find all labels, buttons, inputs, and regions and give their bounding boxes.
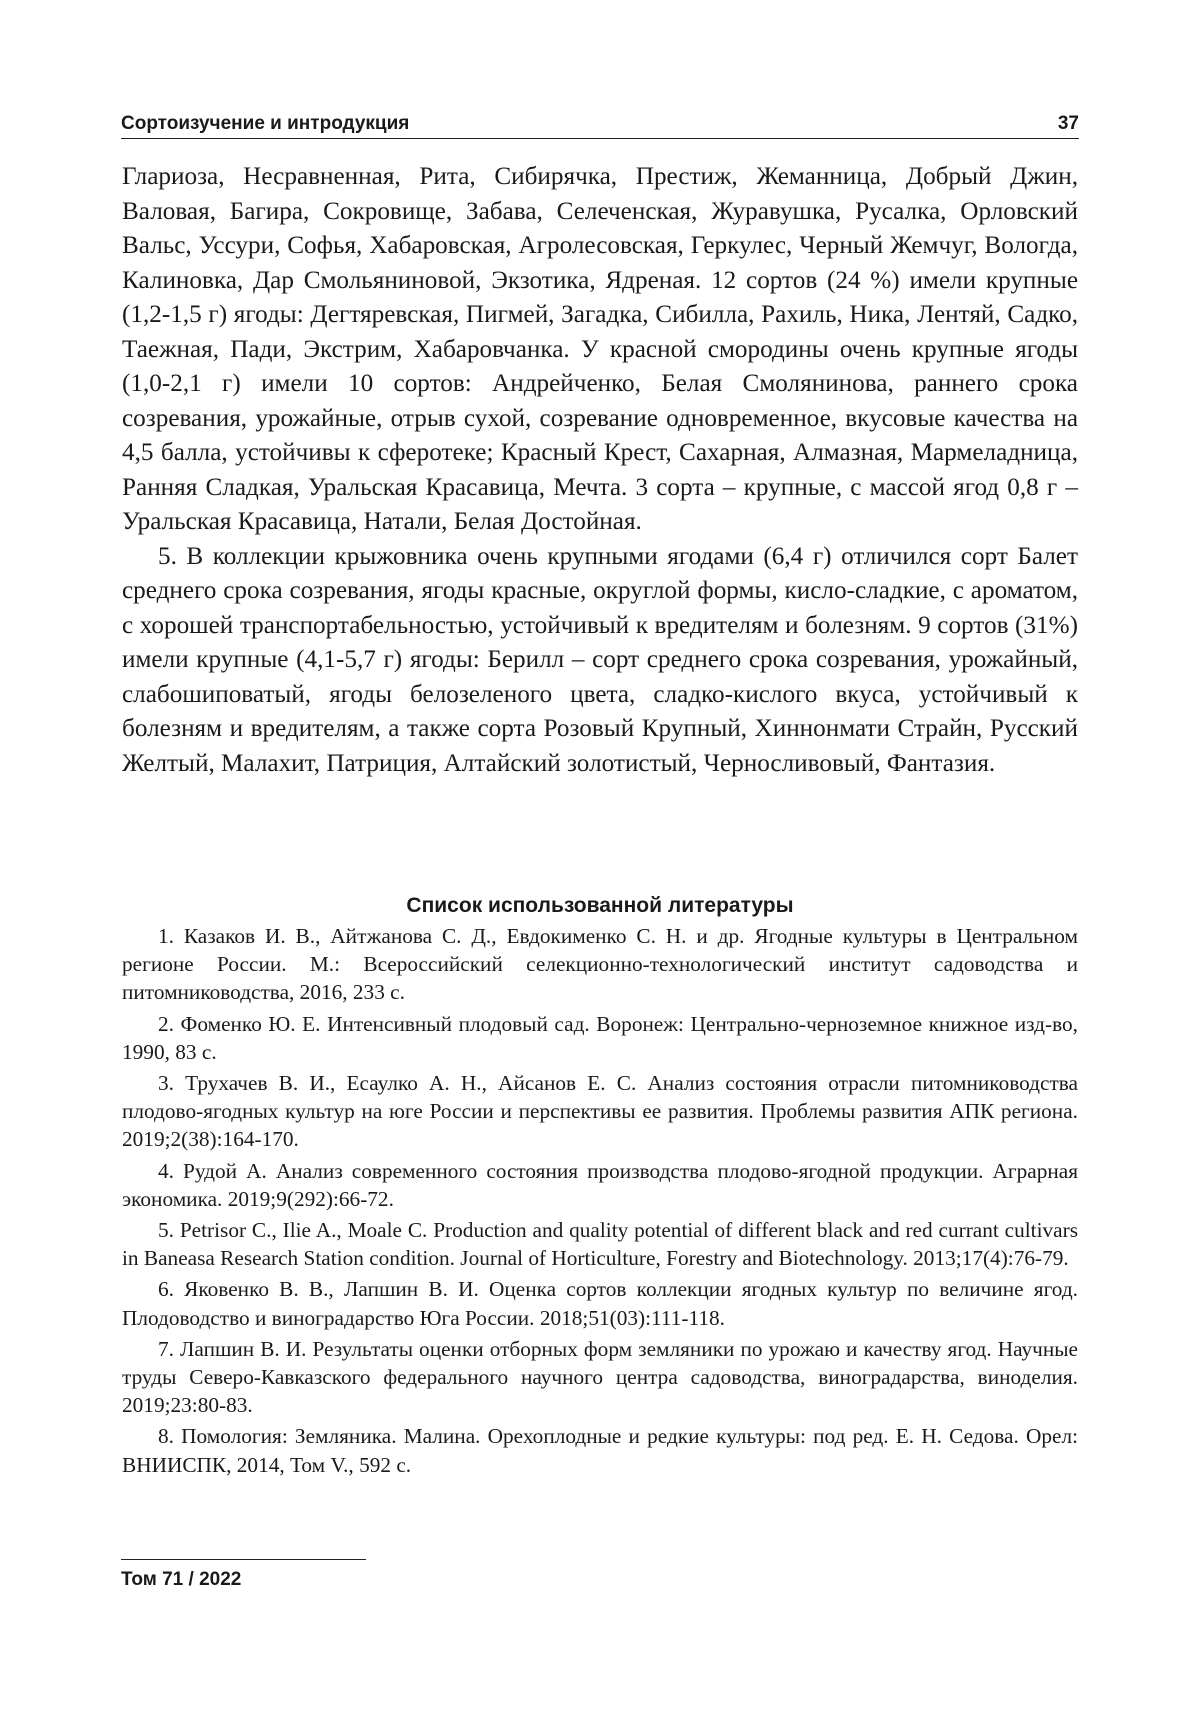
- reference-item: 7. Лапшин В. И. Результаты оценки отборных форм земляники по урожаю и качеству ягод. Научные труды Северо-Кавказского федерального научного центра садоводства, виноградарства, виноделия. 2019;23:80-83.: [122, 1336, 1078, 1418]
- volume-footer: Том 71 / 2022: [121, 1569, 242, 1590]
- paragraph-continuation: Глариоза, Несравненная, Рита, Сибирячка, Престиж, Жеманница, Добрый Джин, Валовая, Багира, Сокровище, Забава, Селеченская, Журавушка, Русалка, Орловский Вальс, Уссури, Софья, Хабаровская, Агролесовская, Геркулес, Черный Жемчуг, Вологда, Калиновка, Дар Смольяниновой, Экзотика, Ядреная. 12 сортов (24 %) имели крупные (1,2-1,5 г) ягоды: Дегтяревская, Пигмей, Загадка, Сибилла, Рахиль, Ника, Лентяй, Садко, Таежная, Пади, Экстрим, Хабаровчанка. У красной смородины очень крупные ягоды (1,0-2,1 г) имели 10 сортов: Андрейченко, Белая Смолянинова, раннего срока созревания, урожайные, отрыв сухой, созревание одновременное, вкусовые качества на 4,5 балла, устойчивы к сферотеке; Красный Крест, Сахарная, Алмазная, Мармеладница, Ранняя Сладкая, Уральская Красавица, Мечта. 3 сорта – крупные, с массой ягод 0,8 г – Уральская Красавица, Натали, Белая Достойная.: [122, 163, 1078, 535]
- references-heading: Список использованной литературы: [406, 894, 794, 917]
- section-title: Сортоизучение и интродукция: [121, 113, 410, 134]
- reference-item: 5. Petrisor C., Ilie A., Moale C. Production and quality potential of different black and red currant cultivars in Baneasa Research Station condition. Journal of Horticulture, Forestry and Biotechnology. 2013;17(4):76-79.: [122, 1218, 1078, 1271]
- reference-item: 8. Помология: Земляника. Малина. Орехоплодные и редкие культуры: под ред. Е. Н. Седова. Орел: ВНИИСПК, 2014, Том V., 592 с.: [122, 1424, 1078, 1477]
- reference-item: 2. Фоменко Ю. Е. Интенсивный плодовый сад. Воронеж: Центрально-черноземное книжное изд-во, 1990, 83 с.: [122, 1011, 1078, 1064]
- references-list: [122, 922, 1078, 1482]
- reference-item: 1. Казаков И. В., Айтжанова С. Д., Евдокименко С. Н. и др. Ягодные культуры в Центральном регионе России. М.: Всероссийский селекционно-технологический институт садоводства и питомниководства, 2016, 233 с.: [122, 924, 1078, 1005]
- footer-divider: [121, 1559, 366, 1560]
- reference-item: 3. Трухачев В. И., Есаулко А. Н., Айсанов Е. С. Анализ состояния отрасли питомниководства плодово-ягодных культур на юге России и перспективы ее развития. Проблемы развития АПК региона. 2019;2(38):164-170.: [122, 1071, 1078, 1152]
- main-text: [122, 160, 1078, 781]
- page-number: 37: [1057, 113, 1079, 134]
- header-divider: [121, 138, 1079, 139]
- reference-item: 6. Яковенко В. В., Лапшин В. И. Оценка сортов коллекции ягодных культур по величине ягод. Плодоводство и виноградарство Юга России. 2018;51(03):111-118.: [122, 1277, 1078, 1330]
- running-header: [121, 113, 1079, 135]
- paragraph-gooseberry: 5. В коллекции крыжовника очень крупными ягодами (6,4 г) отличился сорт Балет среднего срока созревания, ягоды красные, округлой формы, кисло-сладкие, с ароматом, с хорошей транспортабельностью, устойчивый к вредителям и болезням. 9 сортов (31%) имели крупные (4,1-5,7 г) ягоды: Берилл – сорт среднего срока созревания, урожайный, слабошиповатый, ягоды белозеленого цвета, сладко-кислого вкуса, устойчивый к болезням и вредителям, а также сорта Розовый Крупный, Хиннонмати Страйн, Русский Желтый, Малахит, Патриция, Алтайский золотистый, Черносливовый, Фантазия.: [122, 542, 1078, 777]
- reference-item: 4. Рудой А. Анализ современного состояния производства плодово-ягодной продукции. Аграрная экономика. 2019;9(292):66-72.: [122, 1158, 1078, 1211]
